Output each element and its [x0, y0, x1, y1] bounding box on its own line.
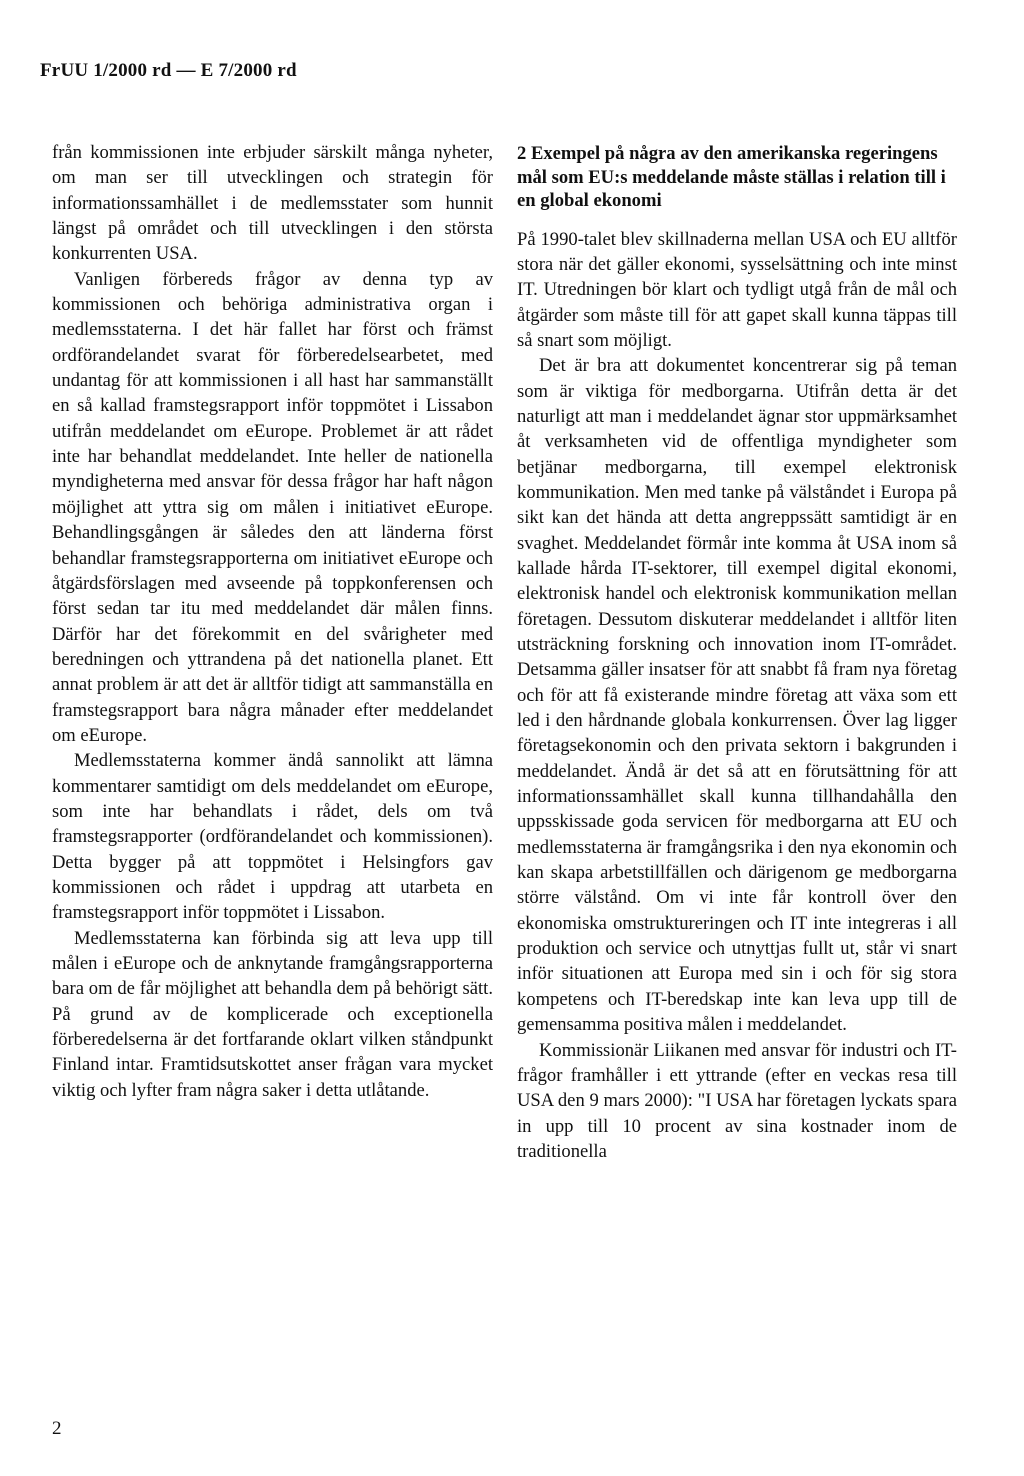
right-paragraph-2: Det är bra att dokumentet koncentrerar sig på teman som är viktiga för medborgarna. Utifrån detta är det naturligt att man i meddelandet ägnar stor uppmärksamhet åt verksamheten vid de offentliga myndigheter som betjänar medborgarna, till exempel elektronisk kommunikation. Men med tanke på välståndet i Europa på sikt kan det hända att detta angreppssätt samtidigt är en svaghet. Meddelandet förmår inte komma åt USA inom så kallade hårda IT-sektorer, till exempel digital ekonomi, elektronisk handel och elektronisk kommunikation mellan företagen. Dessutom diskuterar meddelandet i alltför liten utsträckning forskning och innovation inom IT-området. Detsamma gäller insatser för att snabbt få fram nya företag och för att få existerande mindre företag att växa som ett led i den hårdnande globala konkurrensen. Över lag ligger företagsekonomin och den privata sektorn i bakgrunden i meddelandet. Ändå är det så att en förutsättning för att informationssamhället skall kunna tillhandahålla den uppsskissade goda servicen för medborgarna att EU och medlemsstaterna är framgångsrika i den nya ekonomin och kan skapa arbetstillfällen och därigenom ge medborgarna större välstånd. Om vi inte får kontroll över den ekonomiska omstruktureringen och IT inte integreras i all produktion och service och utnyttjas fullt ut, står vi snart inför situationen att Europa med sin i och för sig stora kompetens och IT-beredskap inte kan leva upp till de gemensamma positiva målen i meddelandet. — [517, 355, 957, 1036]
left-column — [52, 140, 493, 1103]
running-header: FrUU 1/2000 rd — E 7/2000 rd — [40, 60, 297, 81]
page-number: 2 — [52, 1418, 62, 1439]
left-paragraph-3: Medlemsstaterna kommer ändå sannolikt att lämna kommentarer samtidigt om dels meddelandet om eEurope, som inte har behandlats i rådet, dels om två framstegsrapporter (ordförandelandet och kommissionen). Detta bygger på att toppmötet i Helsingfors gav kommissionen och rådet i uppdrag att utarbeta en framstegsrapport inför toppmötet i Lissabon. — [52, 750, 493, 924]
right-paragraph-3: Kommissionär Liikanen med ansvar för industri och IT-frågor framhåller i ett yttrande (efter en veckas resa till USA den 9 mars 2000): "I USA har företagen lyckats spara in upp till 10 procent av sina kostnader inom de traditionella — [517, 1039, 957, 1162]
right-paragraph-1: På 1990-talet blev skillnaderna mellan USA och EU alltför stora när det gäller ekonomi, sysselsättning och inte minst IT. Utredningen bör klart och tydligt utgå från de mål och åtgärder som måste till för att gapet skall kunna täppas till så snart som möjligt. — [517, 228, 957, 351]
left-paragraph-1: från kommissionen inte erbjuder särskilt många nyheter, om man ser till utvecklingen och strategin för informationssamhället i de medlemsstater som hunnit längst på området och till utvecklingen i den största konkurrenten USA. — [52, 142, 493, 265]
section-heading: 2 Exempel på några av den amerikanska regeringens mål som EU:s meddelande måste ställas i relation till i en global ekonomi — [517, 143, 946, 211]
right-column — [517, 142, 957, 1164]
left-paragraph-4: Medlemsstaterna kan förbinda sig att leva upp till målen i eEurope och de anknytande framgångsrapporterna bara om de får möjlighet att behandla dem på behörigt sätt. På grund av de komplicerade och exceptionella förberedelserna är det fortfarande oklart vilken ståndpunkt Finland intar. Framtidsutskottet anser frågan vara mycket viktig och lyfter fram några saker i detta utlåtande. — [52, 927, 493, 1101]
left-paragraph-2: Vanligen förbereds frågor av denna typ av kommissionen och behöriga administrativa organ i medlemsstaterna. I det här fallet har först och främst ordförandelandet svarat för förberedelsearbetet, med undantag för att kommissionen i all hast har sammanställt en så kallad framstegsrapport inför toppmötet i Lissabon utifrån meddelandet om eEurope. Problemet är att rådet inte har behandlat meddelandet. Inte heller de nationella myndigheterna med ansvar för dessa frågor har haft någon möjlighet att yttra sig om målen i initiativet eEurope. Behandlingsgången är således den att länderna först behandlar framstegsrapporterna om initiativet eEurope och åtgärdsförslagen med avseende på toppkonferensen och först sedan tar itu med meddelandet där målen finns. Därför har det förekommit en del svårigheter med beredningen och yttrandena på det nationella planet. Ett annat problem är att det är alltför tidigt att sammanställa en framstegsrapport bara några månader efter meddelandet om eEurope. — [52, 268, 493, 746]
